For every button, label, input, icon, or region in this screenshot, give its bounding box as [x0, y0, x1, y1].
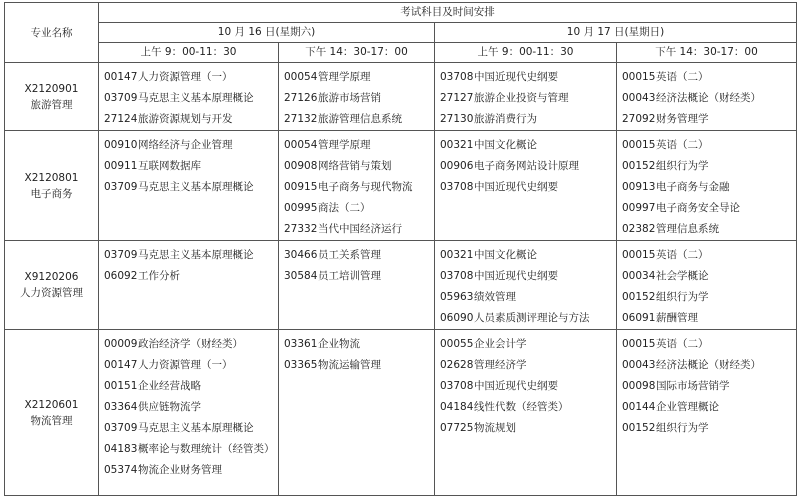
course-code: 04184 — [440, 401, 474, 413]
course-item — [435, 245, 616, 266]
course-item — [99, 177, 278, 198]
session-cell — [99, 241, 279, 330]
course-item — [617, 177, 796, 198]
course-item — [99, 109, 278, 130]
course-code: 00147 — [104, 71, 138, 83]
course-code: 00911 — [104, 160, 138, 172]
course-item — [617, 308, 796, 329]
course-title: 马克思主义基本原理概论 — [138, 92, 254, 104]
course-item — [99, 439, 278, 460]
course-title: 人力资源管理（一） — [138, 71, 233, 83]
day-header: 10 月 16 日(星期六) — [99, 23, 435, 43]
course-title: 网络营销与策划 — [318, 160, 392, 172]
course-title: 企业物流 — [318, 338, 360, 350]
specialty-name: 电子商务 — [30, 187, 73, 200]
course-item — [99, 67, 278, 88]
course-item — [617, 287, 796, 308]
course-item — [617, 156, 796, 177]
course-item — [617, 67, 796, 88]
course-code: 00151 — [104, 380, 138, 392]
course-title: 中国近现代史纲要 — [474, 71, 558, 83]
course-item — [279, 355, 434, 376]
course-title: 旅游资源规划与开发 — [138, 113, 233, 125]
course-item — [99, 334, 278, 355]
specialty-cell — [5, 330, 99, 496]
course-code: 27132 — [284, 113, 318, 125]
course-title: 绩效管理 — [474, 291, 516, 303]
course-code: 06090 — [440, 312, 474, 324]
course-item — [99, 266, 278, 287]
session-header: 上午 9：00-11：30 — [99, 43, 279, 63]
course-title: 电子商务安全导论 — [656, 202, 740, 214]
course-code: 06091 — [622, 312, 656, 324]
course-code: 00034 — [622, 270, 656, 282]
course-code: 00055 — [440, 338, 474, 350]
course-item — [279, 245, 434, 266]
day-header: 10 月 17 日(星期日) — [435, 23, 797, 43]
course-title: 英语（二） — [656, 249, 709, 261]
course-item — [279, 266, 434, 287]
course-title: 旅游企业投资与管理 — [474, 92, 569, 104]
course-item — [279, 334, 434, 355]
course-item — [279, 135, 434, 156]
course-title: 社会学概论 — [656, 270, 709, 282]
course-title: 物流运输管理 — [318, 359, 381, 371]
course-title: 电子商务网站设计原理 — [474, 160, 579, 172]
course-item — [617, 266, 796, 287]
specialty-row — [5, 131, 797, 241]
course-item — [279, 177, 434, 198]
course-code: 00152 — [622, 160, 656, 172]
course-title: 互联网数据库 — [138, 160, 201, 172]
course-item — [617, 135, 796, 156]
course-code: 00043 — [622, 359, 656, 371]
course-item — [279, 156, 434, 177]
course-title: 线性代数（经管类） — [474, 401, 569, 413]
course-item — [99, 245, 278, 266]
course-code: 00906 — [440, 160, 474, 172]
course-code: 27332 — [284, 223, 318, 235]
session-cell — [99, 330, 279, 496]
specialty-cell — [5, 241, 99, 330]
course-title: 英语（二） — [656, 338, 709, 350]
course-code: 04183 — [104, 443, 138, 455]
course-item — [435, 376, 616, 397]
course-code: 03709 — [104, 181, 138, 193]
course-title: 概率论与数理统计（经管类） — [138, 443, 275, 455]
course-code: 03709 — [104, 92, 138, 104]
schedule-title: 考试科目及时间安排 — [99, 3, 797, 23]
course-code: 00009 — [104, 338, 138, 350]
session-cell — [617, 131, 797, 241]
course-item — [99, 135, 278, 156]
course-code: 00098 — [622, 380, 656, 392]
course-item — [279, 198, 434, 219]
session-cell — [617, 241, 797, 330]
course-code: 00321 — [440, 249, 474, 261]
course-title: 组织行为学 — [656, 422, 709, 434]
course-code: 00997 — [622, 202, 656, 214]
course-item — [435, 308, 616, 329]
course-title: 当代中国经济运行 — [318, 223, 402, 235]
course-item — [435, 287, 616, 308]
course-title: 中国文化概论 — [474, 139, 537, 151]
course-item — [617, 397, 796, 418]
specialty-code: X2120801 — [24, 171, 79, 184]
course-code: 00015 — [622, 139, 656, 151]
course-item — [617, 88, 796, 109]
course-title: 管理经济学 — [474, 359, 527, 371]
session-cell — [435, 131, 617, 241]
course-title: 英语（二） — [656, 139, 709, 151]
course-title: 旅游管理信息系统 — [318, 113, 402, 125]
course-item — [279, 88, 434, 109]
session-cell — [435, 241, 617, 330]
course-title: 物流规划 — [474, 422, 516, 434]
course-code: 03365 — [284, 359, 318, 371]
course-code: 00054 — [284, 139, 318, 151]
course-title: 英语（二） — [656, 71, 709, 83]
course-item — [617, 109, 796, 130]
session-cell — [435, 330, 617, 496]
specialty-name: 旅游管理 — [30, 98, 73, 111]
session-header: 下午 14：30-17：00 — [617, 43, 797, 63]
session-cell — [279, 330, 435, 496]
schedule-body — [5, 63, 797, 496]
course-title: 马克思主义基本原理概论 — [138, 422, 254, 434]
course-code: 00015 — [622, 338, 656, 350]
session-cell — [99, 131, 279, 241]
specialty-name: 人力资源管理 — [20, 287, 83, 299]
course-item — [99, 355, 278, 376]
specialty-code: X2120601 — [24, 398, 79, 411]
course-code: 03708 — [440, 270, 474, 282]
course-item — [99, 376, 278, 397]
course-item — [435, 266, 616, 287]
course-item — [617, 219, 796, 240]
course-item — [435, 177, 616, 198]
course-title: 经济法概论（财经类） — [656, 92, 761, 104]
course-item — [435, 109, 616, 130]
course-title: 管理学原理 — [318, 139, 371, 151]
course-item — [617, 418, 796, 439]
course-title: 工作分析 — [138, 270, 180, 282]
course-title: 企业经营战略 — [138, 380, 201, 392]
course-code: 27124 — [104, 113, 138, 125]
course-title: 企业会计学 — [474, 338, 527, 350]
specialty-cell — [5, 131, 99, 241]
course-item — [279, 67, 434, 88]
course-code: 00147 — [104, 359, 138, 371]
course-item — [99, 397, 278, 418]
course-code: 03709 — [104, 249, 138, 261]
course-title: 供应链物流学 — [138, 401, 201, 413]
course-title: 政治经济学（财经类） — [138, 338, 243, 350]
course-item — [617, 334, 796, 355]
course-item — [435, 156, 616, 177]
specialty-name: 物流管理 — [30, 414, 73, 427]
course-title: 财务管理学 — [656, 113, 709, 125]
course-code: 27092 — [622, 113, 656, 125]
specialty-cell — [5, 63, 99, 131]
course-item — [435, 355, 616, 376]
course-item — [617, 245, 796, 266]
course-item — [617, 376, 796, 397]
course-code: 03708 — [440, 181, 474, 193]
session-cell — [279, 241, 435, 330]
course-code: 00915 — [284, 181, 318, 193]
course-code: 06092 — [104, 270, 138, 282]
course-code: 30466 — [284, 249, 318, 261]
course-code: 27130 — [440, 113, 474, 125]
course-title: 人力资源管理（一） — [138, 359, 233, 371]
course-title: 旅游消费行为 — [474, 113, 537, 125]
course-code: 05963 — [440, 291, 474, 303]
course-title: 商法（二） — [318, 202, 371, 214]
course-title: 电子商务与金融 — [656, 181, 730, 193]
session-header: 下午 14：30-17：00 — [279, 43, 435, 63]
course-code: 03364 — [104, 401, 138, 413]
course-item — [279, 219, 434, 240]
session-cell — [617, 63, 797, 131]
course-code: 03709 — [104, 422, 138, 434]
course-title: 组织行为学 — [656, 291, 709, 303]
course-item — [99, 88, 278, 109]
specialty-row — [5, 241, 797, 330]
course-title: 组织行为学 — [656, 160, 709, 172]
course-code: 00015 — [622, 71, 656, 83]
session-cell — [435, 63, 617, 131]
course-title: 企业管理概论 — [656, 401, 719, 413]
specialty-code: X2120901 — [24, 82, 79, 95]
course-title: 经济法概论（财经类） — [656, 359, 761, 371]
session-cell — [279, 131, 435, 241]
course-title: 中国近现代史纲要 — [474, 181, 558, 193]
course-item — [617, 355, 796, 376]
course-title: 管理信息系统 — [656, 223, 719, 235]
course-code: 00152 — [622, 422, 656, 434]
course-title: 员工培训管理 — [318, 270, 381, 282]
course-title: 中国近现代史纲要 — [474, 270, 558, 282]
course-code: 02382 — [622, 223, 656, 235]
course-item — [435, 67, 616, 88]
course-code: 00910 — [104, 139, 138, 151]
course-item — [99, 418, 278, 439]
course-item — [435, 418, 616, 439]
course-title: 人员素质测评理论与方法 — [474, 312, 590, 324]
session-cell — [279, 63, 435, 131]
course-code: 27126 — [284, 92, 318, 104]
course-item — [435, 135, 616, 156]
course-code: 05374 — [104, 464, 138, 476]
course-title: 中国近现代史纲要 — [474, 380, 558, 392]
course-item — [99, 156, 278, 177]
course-title: 薪酬管理 — [656, 312, 698, 324]
course-item — [435, 334, 616, 355]
course-code: 27127 — [440, 92, 474, 104]
course-code: 00321 — [440, 139, 474, 151]
exam-schedule-table — [4, 2, 797, 496]
course-title: 物流企业财务管理 — [138, 464, 222, 476]
session-cell — [617, 330, 797, 496]
course-title: 员工关系管理 — [318, 249, 381, 261]
course-title: 旅游市场营销 — [318, 92, 381, 104]
course-code: 02628 — [440, 359, 474, 371]
course-code: 03708 — [440, 380, 474, 392]
course-code: 03708 — [440, 71, 474, 83]
specialty-row — [5, 330, 797, 496]
specialty-name-header: 专业名称 — [5, 3, 99, 63]
course-title: 中国文化概论 — [474, 249, 537, 261]
course-code: 03361 — [284, 338, 318, 350]
session-cell — [99, 63, 279, 131]
specialty-row — [5, 63, 797, 131]
course-code: 00913 — [622, 181, 656, 193]
course-code: 00015 — [622, 249, 656, 261]
course-item — [99, 460, 278, 481]
course-title: 管理学原理 — [318, 71, 371, 83]
course-code: 00144 — [622, 401, 656, 413]
course-title: 电子商务与现代物流 — [318, 181, 413, 193]
course-item — [435, 397, 616, 418]
course-code: 00054 — [284, 71, 318, 83]
course-title: 网络经济与企业管理 — [138, 139, 233, 151]
course-code: 07725 — [440, 422, 474, 434]
specialty-code: X9120206 — [24, 271, 79, 283]
course-title: 马克思主义基本原理概论 — [138, 249, 254, 261]
course-title: 国际市场营销学 — [656, 380, 730, 392]
course-item — [279, 109, 434, 130]
course-title: 马克思主义基本原理概论 — [138, 181, 254, 193]
course-code: 00995 — [284, 202, 318, 214]
course-code: 00043 — [622, 92, 656, 104]
session-header: 上午 9：00-11：30 — [435, 43, 617, 63]
course-item — [617, 198, 796, 219]
course-code: 30584 — [284, 270, 318, 282]
course-code: 00152 — [622, 291, 656, 303]
course-item — [435, 88, 616, 109]
course-code: 00908 — [284, 160, 318, 172]
